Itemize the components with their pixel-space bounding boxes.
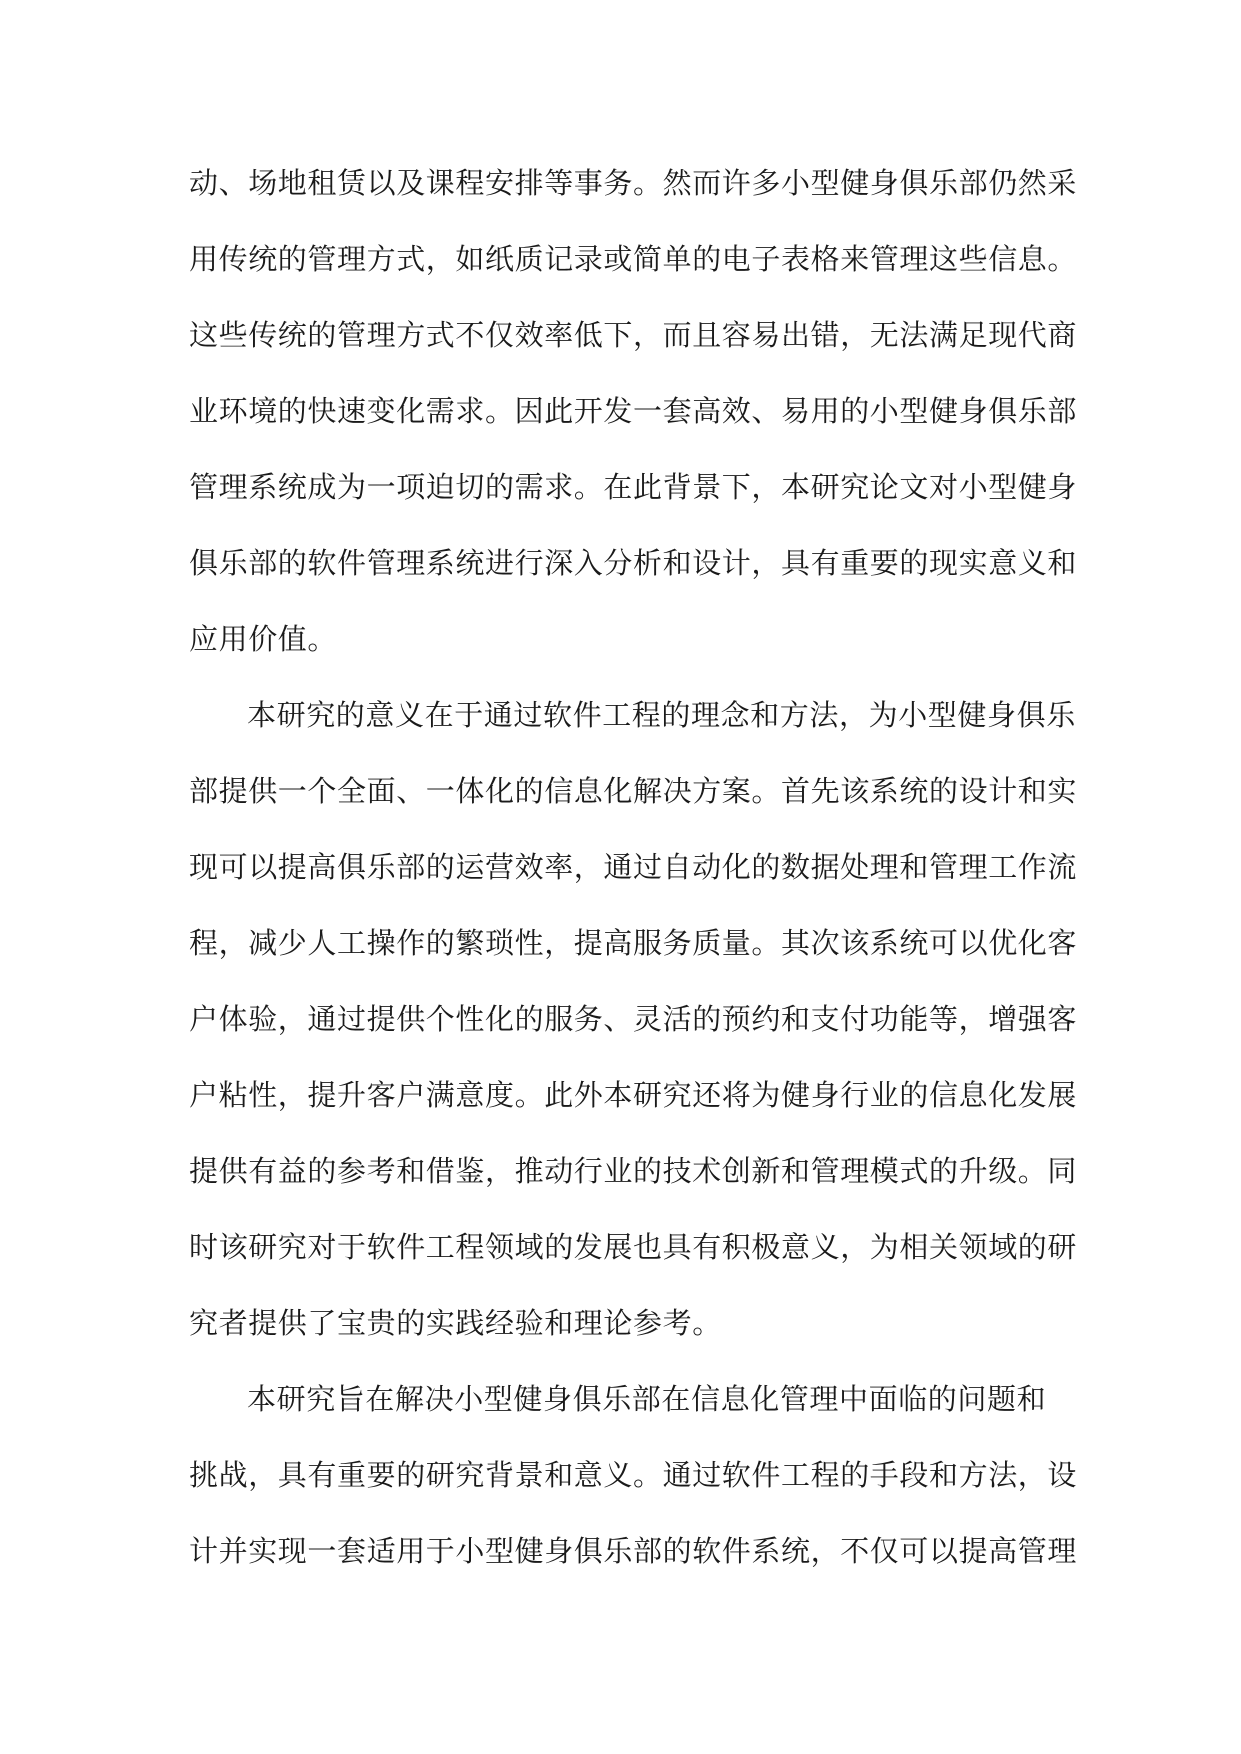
text-line: 现可以提高俱乐部的运营效率，通过自动化的数据处理和管理工作流 bbox=[189, 850, 1078, 884]
text-line: 管理系统成为一项迫切的需求。在此背景下，本研究论文对小型健身 bbox=[189, 470, 1078, 504]
text-line: 动、场地租赁以及课程安排等事务。然而许多小型健身俱乐部仍然采 bbox=[189, 166, 1078, 200]
text-line: 这些传统的管理方式不仅效率低下，而且容易出错，无法满足现代商 bbox=[189, 318, 1078, 352]
text-line: 挑战，具有重要的研究背景和意义。通过软件工程的手段和方法，设 bbox=[189, 1458, 1078, 1492]
text-line: 用传统的管理方式，如纸质记录或简单的电子表格来管理这些信息。 bbox=[189, 242, 1078, 276]
body-text bbox=[189, 145, 1078, 1589]
text-line: 提供有益的参考和借鉴，推动行业的技术创新和管理模式的升级。同 bbox=[189, 1154, 1078, 1188]
text-line: 户粘性，提升客户满意度。此外本研究还将为健身行业的信息化发展 bbox=[189, 1078, 1078, 1112]
text-line: 俱乐部的软件管理系统进行深入分析和设计，具有重要的现实意义和 bbox=[189, 546, 1078, 580]
text-line: 计并实现一套适用于小型健身俱乐部的软件系统，不仅可以提高管理 bbox=[189, 1534, 1078, 1568]
text-line: 程，减少人工操作的繁琐性，提高服务质量。其次该系统可以优化客 bbox=[189, 926, 1078, 960]
paragraph-start-line: 本研究旨在解决小型健身俱乐部在信息化管理中面临的问题和 bbox=[247, 1382, 1047, 1416]
paragraph-start-line: 本研究的意义在于通过软件工程的理念和方法，为小型健身俱乐 bbox=[247, 698, 1076, 732]
text-line: 究者提供了宝贵的实践经验和理论参考。 bbox=[189, 1306, 722, 1340]
text-line: 业环境的快速变化需求。因此开发一套高效、易用的小型健身俱乐部 bbox=[189, 394, 1078, 428]
text-line: 时该研究对于软件工程领域的发展也具有积极意义，为相关领域的研 bbox=[189, 1230, 1078, 1264]
text-line: 户体验，通过提供个性化的服务、灵活的预约和支付功能等，增强客 bbox=[189, 1002, 1078, 1036]
text-line: 应用价值。 bbox=[189, 622, 338, 656]
text-line: 部提供一个全面、一体化的信息化解决方案。首先该系统的设计和实 bbox=[189, 774, 1078, 808]
